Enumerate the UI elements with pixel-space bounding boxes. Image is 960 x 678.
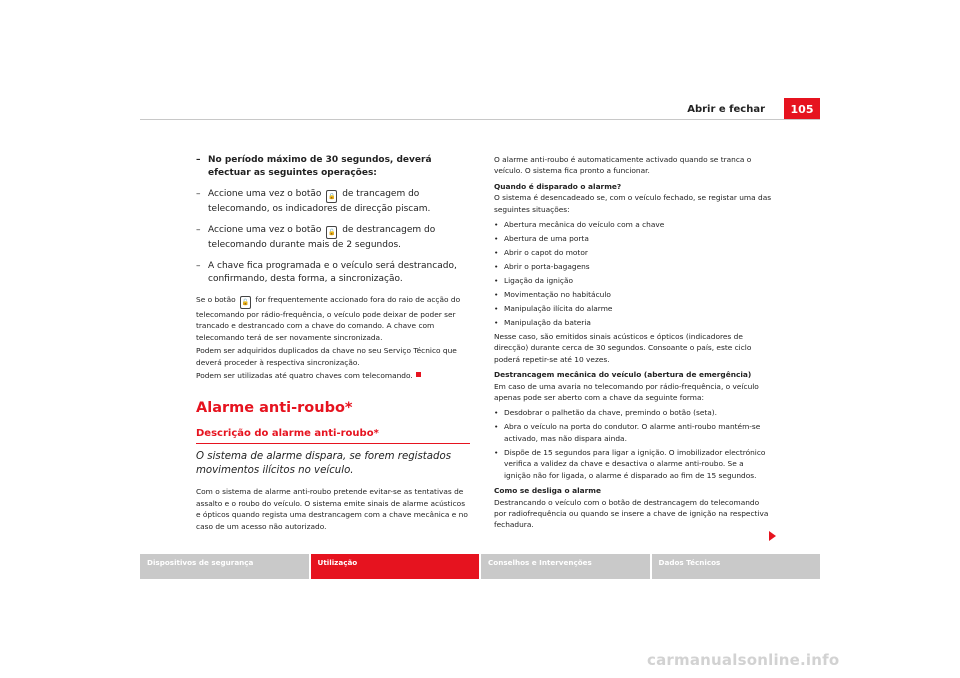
list-item: • Ligação da ignição	[494, 276, 574, 286]
body-text: Com o sistema de alarme anti-roubo pretende evitar-se as tentativas de assalto e o roubo do veículo. O sistema emite sinais de alarme acústicos e ópticos quando regista uma destrancagem com a chave mecânica e no caso de um acesso não autorizado.	[196, 487, 468, 531]
tab-utilizacao[interactable]: Utilização	[311, 554, 480, 579]
list-item-text: Desdobrar o palhetão da chave, premindo o botão (seta).	[504, 408, 718, 418]
dash-bullet: –	[196, 261, 201, 271]
list-item: • Desdobrar o palhetão da chave, premindo o botão (seta).	[494, 408, 718, 418]
step-2-text-before: Accione uma vez o botão	[208, 189, 322, 199]
header-rule	[140, 119, 820, 120]
emergency-list	[494, 407, 772, 481]
step-1-text: No período máximo de 30 segundos, deverá efectuar as seguintes operações:	[208, 155, 432, 178]
dash-bullet: –	[196, 225, 201, 235]
list-item-text: Movimentação no habitáculo	[504, 290, 611, 300]
paragraph-signals: Nesse caso, são emitidos sinais acústicos e ópticos (indicadores de direcção) durante cerca de 30 segundos. Consoante o país, este ciclo poderá repetir-se até 10 vezes.	[494, 332, 752, 364]
note-after: for frequentemente accionado fora do raio de acção do telecomando por rádio-frequência, o veículo pode deixar de poder ser trancado e destrancado com a chave do comando. A chave com telecomando terá de ser novamente sincronizada.	[196, 295, 461, 342]
step-3	[196, 224, 470, 252]
question-when-triggered: Quando é disparado o alarme?	[494, 181, 622, 191]
trigger-list	[494, 219, 772, 328]
watermark: carmanualsonline.info	[647, 651, 840, 669]
paragraph-disable: Destrancando o veículo com o botão de destrancagem do telecomando por radiofrequência ou quando se insere a chave de ignição na respectiva fechadura.	[494, 497, 769, 530]
list-item: • Abertura mecânica do veículo com a chave	[494, 220, 665, 230]
intro-text: O sistema de alarme dispara, se forem registados movimentos ilícitos no veículo.	[196, 451, 452, 477]
list-item: • Dispõe de 15 segundos para ligar a ignição. O imobilizador electrónico verifica a validez da chave e desactiva o alarme anti-roubo. Se a ignição não for ligada, o alarme é disparado ao fim de 15 segundos.	[494, 447, 766, 480]
lock-key-icon: 🔒	[326, 190, 337, 203]
unlock-key-icon: 🔓	[326, 226, 337, 239]
list-item-text: Abertura de uma porta	[504, 234, 589, 244]
question-disable-alarm: Como se desliga o alarme	[494, 486, 601, 496]
unlock-key-icon: 🔓	[240, 296, 251, 309]
left-column	[196, 154, 470, 534]
question-mechanical-unlock: Destrancagem mecânica do veículo (abertura de emergência)	[494, 370, 752, 380]
tab-dispositivos-seguranca[interactable]: Dispositivos de segurança	[140, 554, 309, 579]
list-item: • Abertura de uma porta	[494, 234, 589, 244]
note-3: Podem ser utilizadas até quatro chaves com telecomando.	[196, 371, 413, 381]
list-item-text: Dispõe de 15 segundos para ligar a ignição. O imobilizador electrónico verifica a validez da chave e desactiva o alarme anti-roubo. Se a ignição não for ligada, o alarme é disparado ao fim de 15 segundos.	[504, 447, 766, 480]
step-3-text-after: de destrancagem do telecomando durante mais de 2 segundos.	[208, 225, 436, 250]
list-item: • Abrir o capot do motor	[494, 248, 588, 258]
note-before: Se o botão	[196, 295, 236, 304]
list-item-text: Abra o veículo na porta do condutor. O alarme anti-roubo mantém-se activado, mas não dispara ainda.	[504, 422, 761, 443]
list-item-text: Abrir o porta-bagagens	[504, 262, 590, 272]
dash-bullet: –	[196, 189, 201, 199]
section-title: Abrir e fechar	[687, 104, 765, 115]
paragraph-situations: O sistema é desencadeado se, com o veículo fechado, se registar uma das seguintes situações:	[494, 193, 772, 214]
tab-conselhos-intervencoes[interactable]: Conselhos e Intervenções	[481, 554, 650, 579]
list-item-text: Abrir o capot do motor	[504, 248, 588, 258]
list-item: • Manipulação da bateria	[494, 318, 591, 328]
step-4	[196, 260, 470, 286]
paragraph-emergency: Em caso de uma avaria no telecomando por rádio-frequência, o veículo apenas pode ser aberto com a chave da seguinte forma:	[494, 381, 759, 403]
list-item: • Abra o veículo na porta do condutor. O alarme anti-roubo mantém-se activado, mas não dispara ainda.	[494, 422, 761, 443]
page-number: 105	[784, 98, 820, 120]
section-heading: Alarme anti-roubo*	[196, 400, 353, 417]
paragraph-activation: O alarme anti-roubo é automaticamente activado quando se tranca o veículo. O sistema fica pronto a funcionar.	[494, 155, 752, 176]
step-2-text-after: de trancagem do telecomando, os indicadores de direcção piscam.	[208, 189, 431, 214]
step-3-text-before: Accione uma vez o botão	[208, 225, 322, 235]
list-item-text: Abertura mecânica do veículo com a chave	[504, 220, 665, 230]
right-column	[494, 154, 772, 535]
end-square-icon	[416, 372, 421, 377]
step-4-text: A chave fica programada e o veículo será destrancado, confirmando, desta forma, a sincronização.	[208, 261, 457, 284]
footer-nav	[140, 554, 820, 579]
continue-arrow-icon[interactable]	[769, 531, 776, 541]
list-item: • Abrir o porta-bagagens	[494, 262, 590, 272]
tab-dados-tecnicos[interactable]: Dados Técnicos	[652, 554, 821, 579]
step-2	[196, 188, 470, 216]
subsection-heading: Descrição do alarme anti-roubo*	[196, 427, 470, 444]
note-paragraph	[196, 294, 470, 343]
list-item: • Movimentação no habitáculo	[494, 290, 611, 300]
note-2: Podem ser adquiridos duplicados da chave no seu Serviço Técnico que deverá proceder à respectiva sincronização.	[196, 346, 457, 367]
dash-bullet: –	[196, 155, 201, 165]
list-item: • Manipulação ilícita do alarme	[494, 304, 613, 314]
note-3-paragraph	[196, 370, 470, 381]
list-item-text: Ligação da ignição	[504, 276, 574, 286]
list-item-text: Manipulação da bateria	[504, 318, 591, 328]
step-1	[196, 154, 470, 180]
list-item-text: Manipulação ilícita do alarme	[504, 304, 613, 314]
